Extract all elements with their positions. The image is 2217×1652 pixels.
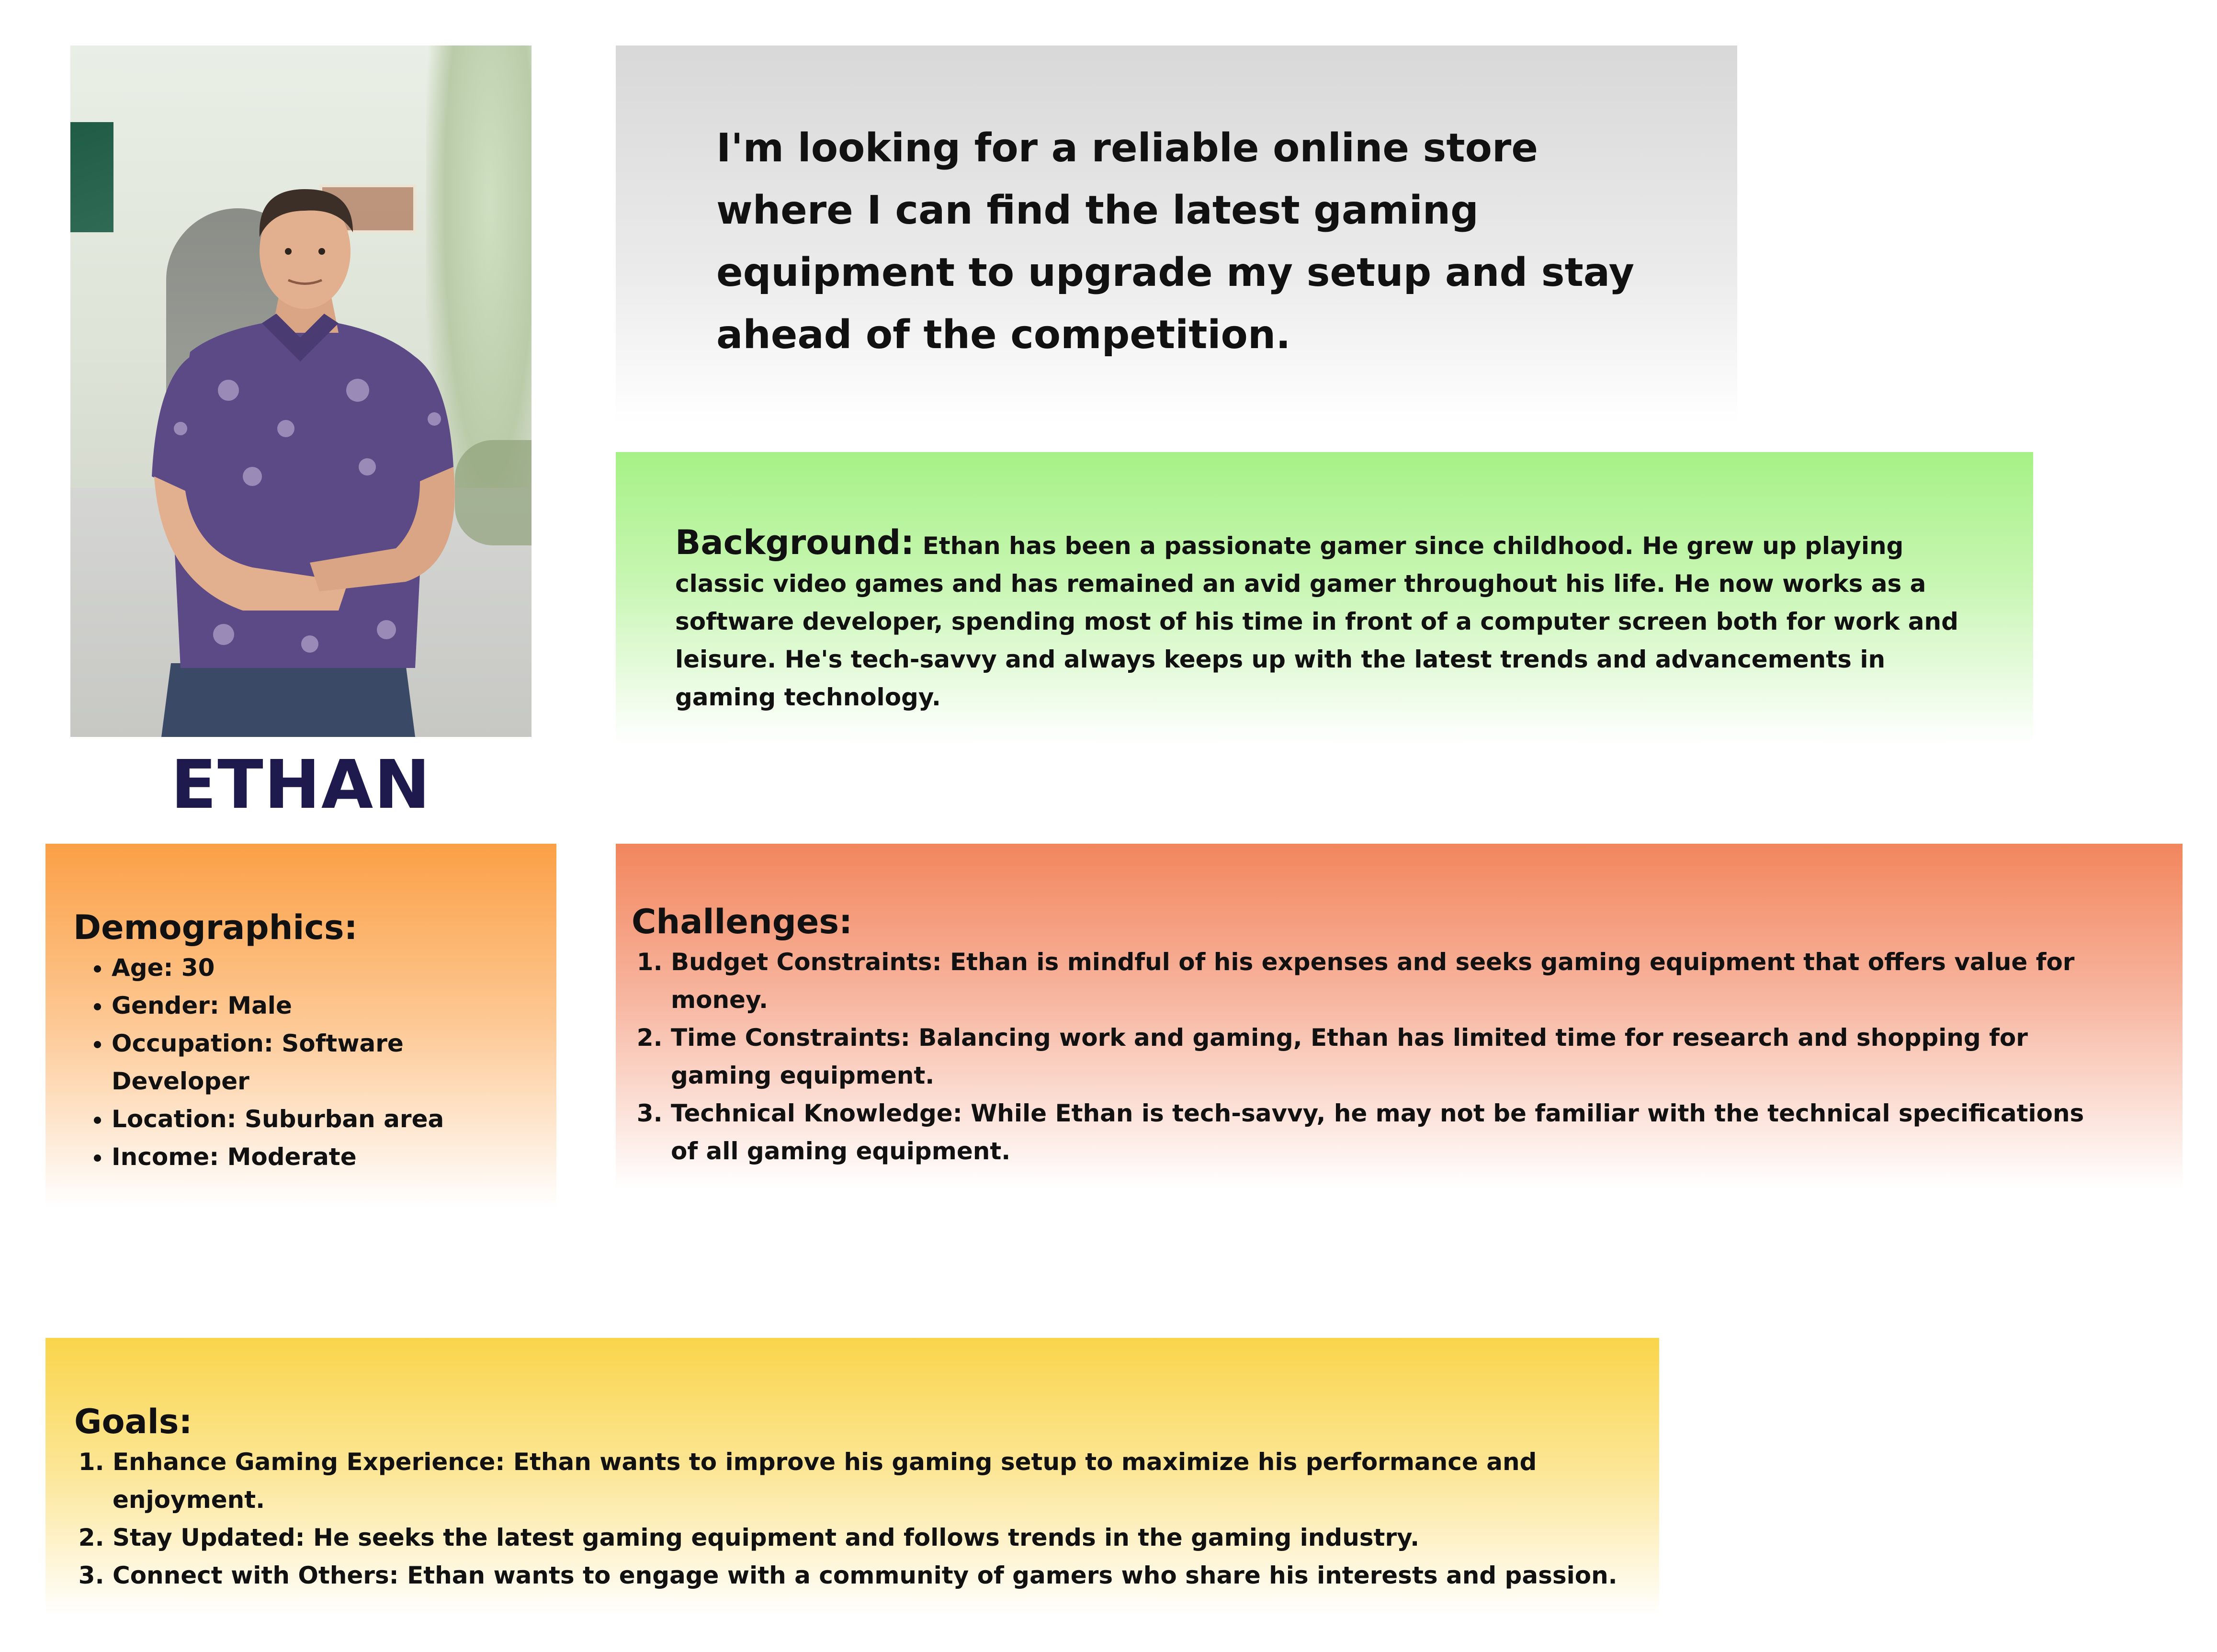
quote-text: I'm looking for a reliable online store where I can find the latest gaming equipment to upgrade my setup and stay ahead of the competition. [716, 125, 1635, 358]
goals-list [74, 1443, 1640, 1595]
goals-item-connect: 3. Connect with Others: Ethan wants to engage with a community of gamers who share his interests and passion. [113, 1557, 1640, 1595]
goals-item-updated: 2. Stay Updated: He seeks the latest gaming equipment and follows trends in the gaming industry. [113, 1519, 1640, 1557]
demographics-list [73, 949, 542, 1176]
demographics-item-occupation: • Occupation: Software Developer [112, 1025, 542, 1100]
persona-name: ETHAN [170, 746, 431, 824]
goals-title: Goals: [74, 1402, 192, 1441]
challenges-card [616, 844, 2183, 1188]
demographics-title: Demographics: [73, 908, 358, 947]
quote-card [616, 45, 1737, 424]
challenges-title: Challenges: [632, 902, 852, 941]
challenges-item-budget: 1. Budget Constraints: Ethan is mindful of his expenses and seeks gaming equipment that offers value for money. [671, 943, 2115, 1019]
background-card [616, 452, 2033, 744]
background-paragraph [675, 524, 1966, 716]
demographics-item-income: • Income: Moderate [112, 1138, 542, 1176]
demographics-item-age: • Age: 30 [112, 949, 542, 987]
background-title: Background: [675, 523, 915, 562]
challenges-list [632, 943, 2115, 1170]
demographics-card [45, 844, 556, 1208]
challenges-item-time: 2. Time Constraints: Balancing work and gaming, Ethan has limited time for research and shopping for gaming equipment. [671, 1019, 2115, 1095]
demographics-item-location: • Location: Suburban area [112, 1100, 542, 1138]
goals-card [45, 1338, 1659, 1616]
background-text: Ethan has been a passionate gamer since childhood. He grew up playing classic video games and has remained an avid gamer throughout his life. He now works as a software developer, spending most of his time in front of a computer screen both for work and leisure. He's tech-savvy and always keeps up with the latest trends and advancements in gaming technology. [675, 532, 1958, 711]
persona-photo [70, 45, 532, 737]
persona-figure [70, 45, 532, 737]
challenges-item-technical: 3. Technical Knowledge: While Ethan is tech-savvy, he may not be familiar with the technical specifications of all gaming equipment. [671, 1095, 2115, 1170]
demographics-item-gender: • Gender: Male [112, 987, 542, 1025]
goals-item-enhance: 1. Enhance Gaming Experience: Ethan wants to improve his gaming setup to maximize his performance and enjoyment. [113, 1443, 1640, 1519]
